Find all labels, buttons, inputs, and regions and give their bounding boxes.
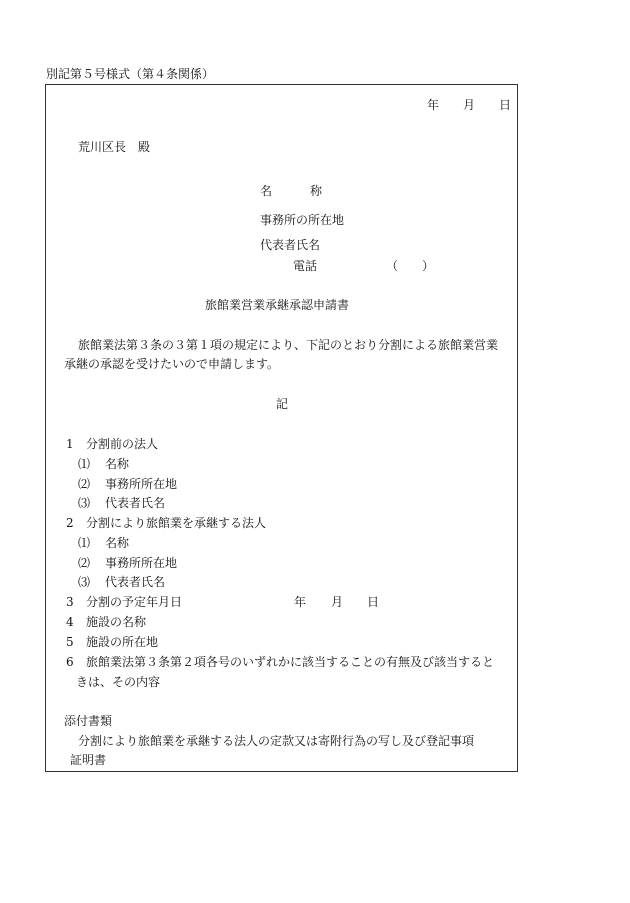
subitem-label: 名称 — [105, 536, 130, 550]
applicant-name-label-1: 名 — [260, 184, 273, 198]
item-label: 分割により旅館業を承継する法人 — [86, 516, 267, 530]
addressee: 荒川区長 殿 — [78, 140, 151, 154]
subitem-number: ⑶ — [78, 496, 91, 510]
split-date-month-label: 月 — [331, 595, 344, 609]
subitem-number: ⑴ — [78, 457, 91, 471]
item-number: 3 — [66, 595, 74, 609]
date-year-label: 年 — [427, 98, 440, 112]
attachments-line-1: 分割により旅館業を承継する法人の定款又は寄附行為の写し及び登記事項 — [78, 734, 475, 748]
applicant-phone-paren: （ ） — [386, 259, 435, 273]
item-number: 6 — [66, 655, 74, 669]
item-label: 分割の予定年月日 — [86, 595, 183, 609]
ki-heading: 記 — [276, 397, 289, 411]
date-month-label: 月 — [463, 98, 476, 112]
applicant-representative-label: 代表者氏名 — [260, 238, 321, 252]
item-label: 分割前の法人 — [86, 437, 159, 451]
item-label-line-1: 旅館業法第３条第２項各号のいずれかに該当することの有無及び該当すると — [86, 655, 495, 669]
subitem-label: 事務所所在地 — [105, 556, 178, 570]
item-number: 5 — [66, 635, 74, 649]
item-number: 2 — [66, 516, 74, 530]
item-label: 施設の名称 — [86, 615, 147, 629]
attachments-heading: 添付書類 — [64, 714, 113, 728]
split-date-day-label: 日 — [367, 595, 380, 609]
item-label-line-2: きは、その内容 — [76, 675, 161, 689]
split-date-year-label: 年 — [294, 595, 307, 609]
subitem-number: ⑵ — [78, 477, 91, 491]
subitem-number: ⑵ — [78, 556, 91, 570]
item-number: 4 — [66, 615, 74, 629]
applicant-name-label-2: 称 — [310, 184, 323, 198]
subitem-label: 事務所所在地 — [105, 477, 178, 491]
applicant-office-label: 事務所の所在地 — [260, 213, 345, 227]
subitem-label: 代表者氏名 — [105, 575, 166, 589]
subitem-number: ⑶ — [78, 575, 91, 589]
date-day-label: 日 — [499, 98, 512, 112]
subitem-label: 代表者氏名 — [105, 496, 166, 510]
applicant-phone-label: 電話 — [293, 259, 318, 273]
subitem-number: ⑴ — [78, 536, 91, 550]
attachments-line-2: 証明書 — [70, 753, 107, 767]
item-number: 1 — [66, 437, 74, 451]
document-title: 旅館業営業承継承認申請書 — [205, 298, 350, 312]
subitem-label: 名称 — [105, 457, 130, 471]
body-line-1: 旅館業法第３条の３第１項の規定により、下記のとおり分割による旅館業営業 — [78, 338, 499, 352]
form-number-title: 別記第５号様式（第４条関係） — [46, 67, 215, 81]
item-label: 施設の所在地 — [86, 635, 159, 649]
body-line-2: 承継の承認を受けたいので申請します。 — [64, 357, 280, 371]
